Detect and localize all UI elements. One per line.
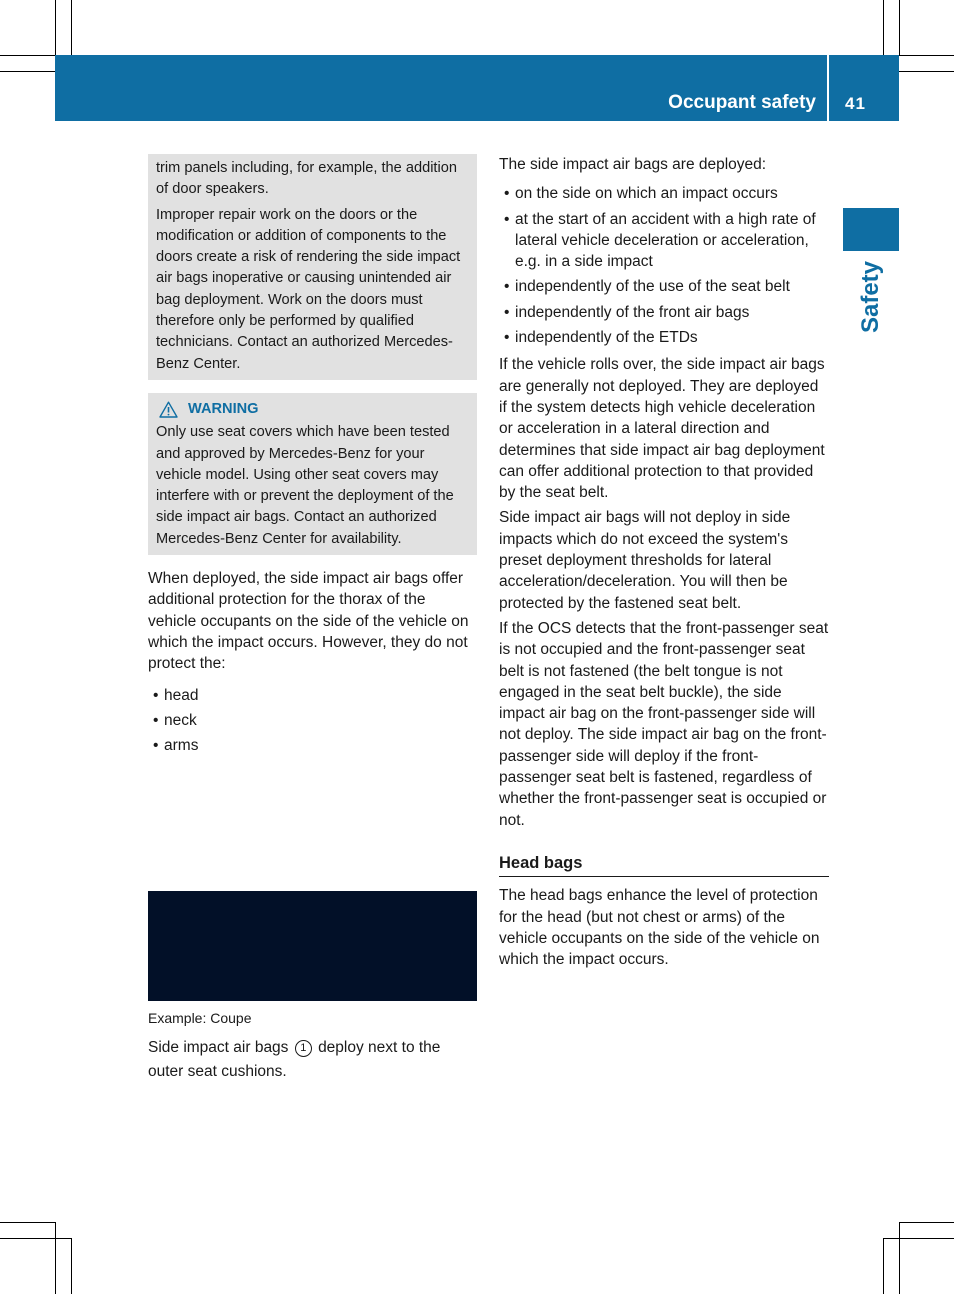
list-item: • neck <box>148 710 477 731</box>
warning-heading <box>156 399 470 420</box>
figure-text-after: deploy next to the outer seat cushions. <box>148 1039 441 1080</box>
list-item: • head <box>148 685 477 706</box>
crop-mark <box>899 1222 900 1294</box>
list-item: • independently of the use of the seat belt <box>499 276 829 297</box>
crop-mark <box>883 0 884 55</box>
warning-box <box>148 393 477 555</box>
crop-mark <box>899 1222 954 1223</box>
right-column <box>499 154 829 974</box>
page-number: 41 <box>845 94 866 113</box>
deployed-conditions-list <box>499 183 829 348</box>
crop-mark <box>899 71 954 72</box>
body-paragraph: If the OCS detects that the front-passenger seat is not occupied and the front-passenger seat belt is not fastened (the belt tongue is not engaged in the seat belt buckle), the side impact air bag on the front-passenger side will not deploy. The side impact air bag on the front-passenger side will deploy if the front-passenger seat belt is fastened, regardless of whether the front-passenger seat is occupied or not. <box>499 619 829 829</box>
crop-mark <box>899 55 954 56</box>
header-divider <box>827 55 829 121</box>
list-item: • arms <box>148 735 477 756</box>
list-item: • at the start of an accident with a high rate of lateral vehicle deceleration or acceleration, e.g. in a side impact <box>499 209 829 273</box>
head-bags-paragraph: The head bags enhance the level of protection for the head (but not chest or arms) of the vehicle occupants on the side of the vehicle on which the impact occurs. <box>499 887 820 969</box>
crop-mark <box>883 1238 954 1239</box>
crop-mark <box>0 55 55 56</box>
figure-text-before: Side impact air bags <box>148 1039 289 1056</box>
deploy-paragraph: When deployed, the side impact air bags offer additional protection for the thorax of the vehicle occupants on the side of the vehicle on which the impact occurs. However, they do not protect the: <box>148 570 469 673</box>
body-paragraph: Side impact air bags will not deploy in side impacts which do not exceed the system's preset deployment thresholds for lateral acceleration/deceleration. You will then be protected by the fastened seat belt. <box>499 509 791 612</box>
crop-mark <box>71 0 72 55</box>
crop-mark <box>883 1238 884 1294</box>
warning-label: WARNING <box>188 400 259 417</box>
body-paragraph: If the vehicle rolls over, the side impact air bags are generally not deployed. They are deployed if the system detects high vehicle deceleration or acceleration in a lateral direction and determines that side impact air bag deployment can offer additional protection to that provided by the seat belt. <box>499 356 825 502</box>
list-item: • independently of the ETDs <box>499 327 829 348</box>
list-item: • on the side on which an impact occurs <box>499 183 829 204</box>
chapter-tab-marker <box>843 208 899 251</box>
crop-mark <box>0 1222 55 1223</box>
figure-caption: Example: Coupe <box>148 1010 252 1026</box>
coupe-airbag-figure <box>148 891 477 1001</box>
list-item: • independently of the front air bags <box>499 302 829 323</box>
callout-number-icon: 1 <box>295 1040 312 1057</box>
chapter-tab-label: Safety <box>857 260 884 334</box>
warning-text: Only use seat covers which have been tested and approved by Mercedes-Benz for your vehicle model. Using other seat covers may interfere with or prevent the deployment of the side impact air bags. Contact an authorized Mercedes-Benz Center for availability. <box>156 424 454 547</box>
crop-mark <box>71 1238 72 1294</box>
crop-mark <box>899 0 900 55</box>
head-bags-heading: Head bags <box>499 853 829 877</box>
notice-paragraph: trim panels including, for example, the addition of door speakers. <box>156 160 457 198</box>
section-title: Occupant safety <box>668 92 816 113</box>
left-column <box>148 154 477 762</box>
notice-paragraph: Improper repair work on the doors or the modification or addition of components to the doors create a risk of rendering the side impact air bags inoperative or causing unintended air bag deployment. Work on the doors must therefore only be performed by qualified technicians. Contact an authorized Mercedes-Benz Center. <box>156 206 461 372</box>
figure-description <box>148 1036 477 1083</box>
deployed-intro: The side impact air bags are deployed: <box>499 156 767 173</box>
crop-mark <box>55 1222 56 1294</box>
crop-mark <box>0 71 55 72</box>
notice-box <box>148 154 477 380</box>
not-protected-list <box>148 685 477 757</box>
crop-mark <box>55 0 56 55</box>
crop-mark <box>0 1238 71 1239</box>
warning-triangle-icon <box>159 401 178 418</box>
